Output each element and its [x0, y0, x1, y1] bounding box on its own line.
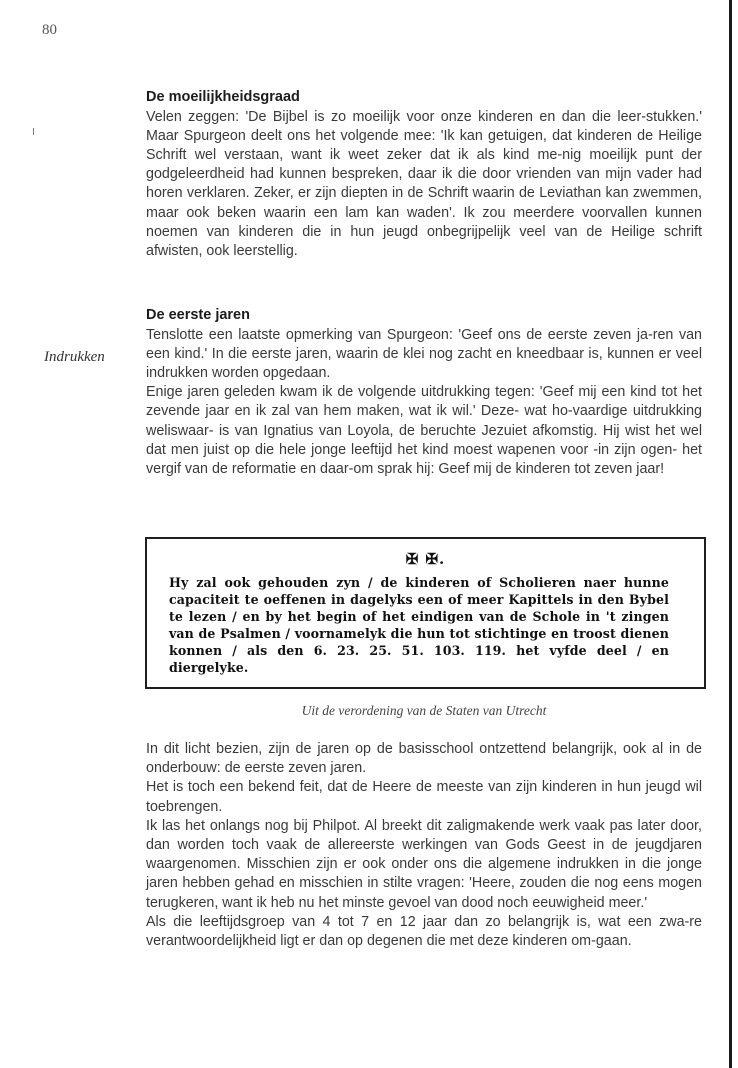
paragraph: Ik las het onlangs nog bij Philpot. Al breekt dit zaligmakende werk vaak pas later door, dan worden toch vaak de allereerste werkingen van Gods Geest in de jeugdjaren waargenomen. Misschien zijn er ook onder ons die algemene indrukken in die jonge jaren hebben gehad en misschien in stilte vragen: 'Heere, zouden die nog eens mogen terugkeren, want ik heb nu het minste gevoel van dood noch eeuwigheid meer.'	[146, 817, 702, 911]
paragraph: Tenslotte een laatste opmerking van Spurgeon: 'Geef ons de eerste zeven ja-ren van een kind.' In die eerste jaren, waarin de klei nog zacht en kneedbaar is, kunnen er veel indrukken worden opgedaan.	[146, 326, 702, 381]
margin-mark	[33, 128, 34, 135]
blackletter-quote: Hy zal ook gehouden zyn / de kinderen of Scholieren naer hunne capaciteit te oeffenen in dagelyks een of meer Kapittels in den Bybel te lezen / en by het begin of het eindigen van de Schole in 't zingen van de Psalmen / voornamelyk die hun tot stichtinge en troost dienen konnen / als den 6. 23. 25. 51. 103. 119. het vyfde deel / en diergelyke.	[169, 575, 669, 675]
page-edge-shadow	[729, 0, 732, 1068]
section-heading: De eerste jaren	[146, 307, 250, 323]
paragraph: Het is toch een bekend feit, dat de Heere de meeste van zijn kinderen in hun jeugd wil toebrengen.	[146, 779, 702, 815]
section-moeilijkheidsgraad	[146, 88, 702, 261]
ornament-glyphs: ✠ ✠.	[405, 550, 446, 568]
section-heading: De moeilijkheidsgraad	[146, 89, 300, 105]
margin-note: Indrukken	[44, 349, 105, 365]
paragraph: Enige jaren geleden kwam ik de volgende uitdrukking tegen: 'Geef mij een kind tot het zevende jaar en ik zal van hem maken, wat ik wil.' Deze- wat ho-vaardige uitdrukking weliswaar- is van Ignatius van Loyola, de beruchte Jezuiet afkomstig. Hij wist het wel dat men juist op die hele jonge leeftijd het kind moest wapenen voor -in zijn ogen- het vergif van de reformatie en daar-om sprak hij: Geef mij de kinderen tot zeven jaar!	[146, 384, 702, 477]
paragraph: In dit licht bezien, zijn de jaren op de basisschool ontzettend belangrijk, ook al in de onderbouw: de eerste zeven jaren.	[146, 741, 702, 777]
page-number: 80	[42, 22, 57, 38]
section-eerste-jaren	[146, 306, 702, 479]
section-closing	[146, 740, 702, 951]
paragraph: Velen zeggen: 'De Bijbel is zo moeilijk voor onze kinderen en dan die leer-stukken.' Maar Spurgeon deelt ons het volgende mee: 'Ik kan getuigen, dat kinderen de Heilige Schrift wel verstaan, want ik weet zeker dat ik als kind me-nig moeilijk punt der godgeleerdheid had kunnen bespreken, daar ik die door vrienden van mijn vader had horen verklaren. Zeker, er zijn diepten in de Schrift waarin de Leviathan kan zwemmen, maar ook beken waarin een lam kan waden'. Ik zou meerdere voorvallen kunnen noemen van kinderen die in hun jeugd onbegrijpelijk veel van de Heilige schrift afwisten, ook leerstellig.	[146, 108, 702, 259]
historical-quote-box	[145, 537, 706, 689]
paragraph: Als die leeftijdsgroep van 4 tot 7 en 12 jaar dan zo belangrijk is, wat een zwa-re verantwoordelijkheid ligt er dan op degenen die met deze kinderen om-gaan.	[146, 913, 702, 950]
quote-caption: Uit de verordening van de Staten van Utrecht	[301, 703, 547, 718]
